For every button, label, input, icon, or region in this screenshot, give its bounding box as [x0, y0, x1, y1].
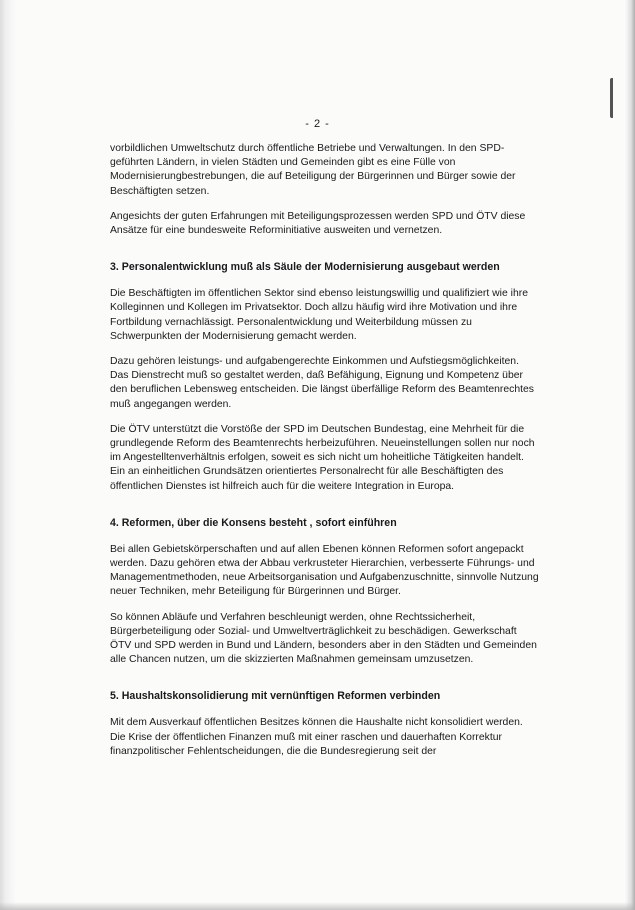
scan-edge-right: [625, 0, 635, 910]
scan-mark: [610, 78, 623, 118]
paragraph: Angesichts der guten Erfahrungen mit Beteiligungsprozessen werden SPD und ÖTV diese Ansätze für eine bundesweite Reforminitiative ausweiten und vernetzen.: [110, 210, 526, 237]
scan-edge-bottom: [0, 902, 635, 910]
paragraph: Mit dem Ausverkauf öffentlichen Besitzes können die Haushalte nicht konsolidiert werden. Die Krise der öffentlichen Finanzen muß mit einer raschen und dauerhaften Korrektur finanzpolitischer Fehlentscheidungen, die die Bundesregierung seit der: [110, 717, 523, 757]
paragraph: Die ÖTV unterstützt die Vorstöße der SPD im Deutschen Bundestag, eine Mehrheit für die grundlegende Reform des Beamtenrechts herbeizuführen. Neueinstellungen sollen nur noch im Angestelltenverhältnis erfolgen, soweit es sich nicht um hoheitliche Tätigkeiten handelt. Ein an einheitlichen Grundsätzen orientiertes Personalrecht für alle Beschäftigten des öffentlichen Dienstes ist hilfreich auch für die weitere Integration in Europa.: [110, 423, 535, 492]
page-number: - 2 -: [305, 118, 330, 130]
paragraph: Bei allen Gebietskörperschaften und auf allen Ebenen können Reformen sofort angepackt werden. Dazu gehören etwa der Abbau verkrusteter Hierarchien, verbesserte Führungs- und Managementmethoden, neue Arbeitsorganisation und Aufgabenzuschnitte, sinnvolle Nutzung neuer Techniken, mehr Beteiligung für Bürgerinnen und Bürger.: [110, 543, 539, 598]
paragraph: Die Beschäftigten im öffentlichen Sektor sind ebenso leistungswillig und qualifiziert wie ihre Kolleginnen und Kollegen im Privatsektor. Doch allzu häufig wird ihre Motivation und ihre Fortbildung vernachlässigt. Personalentwicklung und Weiterbildung müssen zu Schwerpunkten der Modernisierung gemacht werden.: [110, 288, 528, 342]
scan-edge-left: [0, 0, 16, 910]
paragraph: vorbildlichen Umweltschutz durch öffentliche Betriebe und Verwaltungen. In den SPD-geführten Ländern, in vielen Städten und Gemeinden gibt es eine Fülle von Modernisierungbestrebungen, die auf Beteiligung der Bürgerinnen und Bürger sowie der Beschäftigten setzen.: [110, 143, 516, 197]
section-heading: 4. Reformen, über die Konsens besteht , sofort einführen: [110, 516, 397, 529]
paragraph: Dazu gehören leistungs- und aufgabengerechte Einkommen und Aufstiegsmöglichkeiten. Das Dienstrecht muß so gestaltet werden, daß Befähigung, Eignung und Kompetenz über den beruflichen Lebensweg entscheiden. Die längst überfällige Reform des Beamtenrechtes muß angegangen werden.: [110, 356, 534, 410]
section-heading: 3. Personalentwicklung muß als Säule der Modernisierung ausgebaut werden: [110, 261, 500, 274]
section-heading: 5. Haushaltskonsolidierung mit vernünftigen Reformen verbinden: [110, 690, 441, 703]
document-body: [110, 118, 540, 770]
paragraph: So können Abläufe und Verfahren beschleunigt werden, ohne Rechtssicherheit, Bürgerbeteiligung oder Sozial- und Umweltverträglichkeit zu beschädigen. Gewerkschaft ÖTV und SPD werden in Bund und Ländern, besonders aber in den Städten und Gemeinden alle Chancen nutzen, um die skizzierten Maßnahmen gemeinsam umzusetzen.: [110, 611, 537, 666]
